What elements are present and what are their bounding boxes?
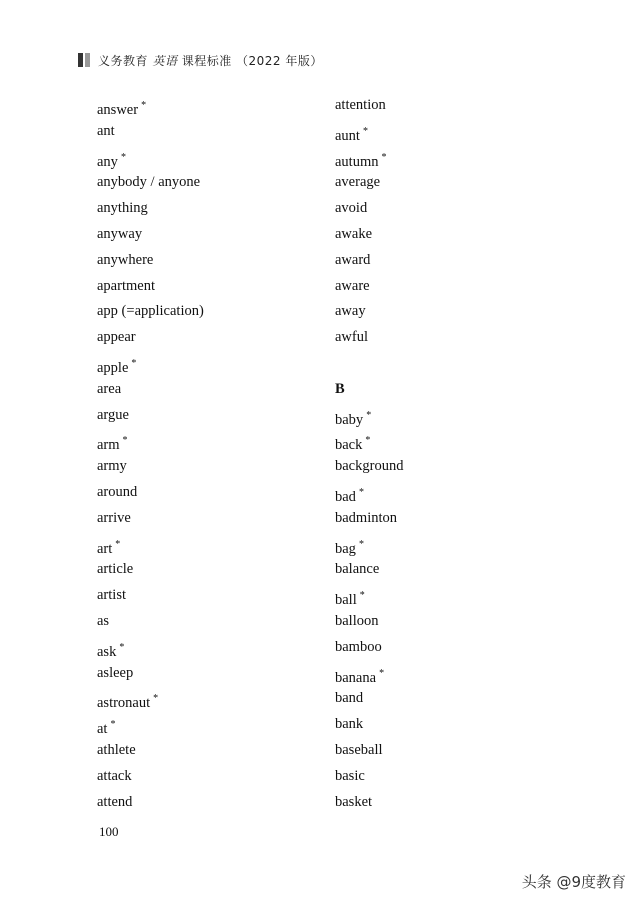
word-text: award [335,251,371,268]
asterisk-mark: * [358,486,364,498]
word-entry [97,299,204,325]
word-text: arrive [97,509,131,526]
page-number: 100 [99,824,119,839]
word-entry [97,325,204,351]
word-entry [97,119,204,145]
word-text: basic [335,767,365,784]
asterisk-mark: * [381,151,387,163]
word-text: asleep [97,664,134,681]
word-entry [97,557,204,583]
asterisk-mark: * [365,435,371,447]
word-text: at [97,721,108,738]
word-list-right-column [335,93,403,815]
word-text: anybody / anyone [97,174,201,191]
word-text: argue [97,406,129,423]
word-text: baseball [335,741,383,758]
word-entry [335,454,403,480]
word-entry [335,480,403,506]
watermark: 头条 @9度教育 [521,873,626,891]
word-entry [335,686,403,712]
asterisk-mark: * [119,641,125,653]
word-text: balance [335,561,380,578]
running-header [78,51,323,69]
word-entry [335,532,403,558]
word-text: ask [97,643,117,660]
word-text: around [97,483,138,500]
word-entry [335,635,403,661]
asterisk-mark: * [115,538,121,550]
word-entry [97,764,204,790]
word-entry [335,790,403,816]
word-text: art [97,540,113,557]
word-entry [335,583,403,609]
word-entry [97,93,204,119]
section-letter [335,377,403,403]
word-entry [335,403,403,429]
word-entry [97,428,204,454]
word-text: any [97,153,118,170]
word-text: ant [97,122,115,139]
word-entry [97,248,204,274]
header-bar-mark [85,53,90,67]
word-entry [335,325,403,351]
word-entry [97,377,204,403]
asterisk-mark: * [153,693,159,705]
word-text: aware [335,277,370,294]
word-entry [335,170,403,196]
word-text: basket [335,793,373,810]
word-entry [335,712,403,738]
word-text: banana [335,669,377,686]
word-text: attack [97,767,132,784]
word-text: anywhere [97,251,154,268]
word-text: bag [335,540,356,557]
asterisk-mark: * [359,590,365,602]
word-text: badminton [335,509,398,526]
word-text: autumn [335,153,379,170]
word-entry [97,712,204,738]
word-text: article [97,561,134,578]
word-entry [335,274,403,300]
asterisk-mark: * [379,667,385,679]
word-text: army [97,458,127,475]
asterisk-mark: * [122,435,128,447]
word-entry [97,196,204,222]
asterisk-mark: * [131,357,137,369]
word-entry [97,274,204,300]
word-text: B [335,380,345,397]
asterisk-mark: * [110,719,116,731]
word-entry [97,686,204,712]
word-list-left-column [97,93,204,815]
word-entry [97,506,204,532]
word-text: app (=application) [97,303,204,320]
word-text: background [335,458,404,475]
word-entry [97,738,204,764]
word-entry [97,480,204,506]
word-entry [97,222,204,248]
word-text: bamboo [335,638,382,655]
word-entry [97,351,204,377]
word-text: average [335,174,381,191]
word-entry [335,145,403,171]
word-entry [335,661,403,687]
word-text: appear [97,329,136,346]
word-entry [97,609,204,635]
header-bar-mark [78,53,83,67]
word-entry [335,506,403,532]
word-entry [97,661,204,687]
word-text: anything [97,200,148,217]
word-entry [335,196,403,222]
word-entry [335,248,403,274]
word-text: baby [335,411,364,428]
word-text: artist [97,587,126,604]
word-text: area [97,380,122,397]
word-text: away [335,303,366,320]
word-text: ball [335,592,357,609]
word-text: band [335,690,364,707]
word-entry [335,764,403,790]
word-text: astronaut [97,695,151,712]
word-text: balloon [335,612,379,629]
word-text: athlete [97,741,136,758]
word-text: back [335,437,363,454]
word-entry [335,609,403,635]
word-entry [335,428,403,454]
word-text: arm [97,437,120,454]
word-text: attention [335,97,386,113]
word-entry [335,738,403,764]
word-text: anyway [97,225,143,242]
word-text: awake [335,225,373,242]
word-entry [97,583,204,609]
word-entry [97,532,204,558]
word-entry [97,790,204,816]
word-entry [335,557,403,583]
header-title: 义务教育 英语 课程标准 （2022 年版） [98,53,323,68]
word-entry [335,222,403,248]
word-entry [335,351,403,377]
word-entry [97,403,204,429]
word-text: bank [335,716,364,733]
asterisk-mark: * [358,538,364,550]
word-text: answer [97,102,139,118]
asterisk-mark: * [120,151,126,163]
word-entry [335,119,403,145]
asterisk-mark: * [366,409,372,421]
word-text: avoid [335,200,368,217]
word-entry [335,299,403,325]
word-entry [97,170,204,196]
word-text: as [97,612,110,629]
word-entry [97,635,204,661]
word-text: apartment [97,277,155,294]
word-text: attend [97,793,133,810]
word-entry [97,454,204,480]
word-text: bad [335,488,356,505]
asterisk-mark: * [141,100,147,111]
word-text: aunt [335,127,360,144]
asterisk-mark: * [362,125,368,137]
word-text: apple [97,359,129,376]
word-entry [335,93,403,119]
word-entry [97,145,204,171]
word-text: awful [335,329,369,346]
